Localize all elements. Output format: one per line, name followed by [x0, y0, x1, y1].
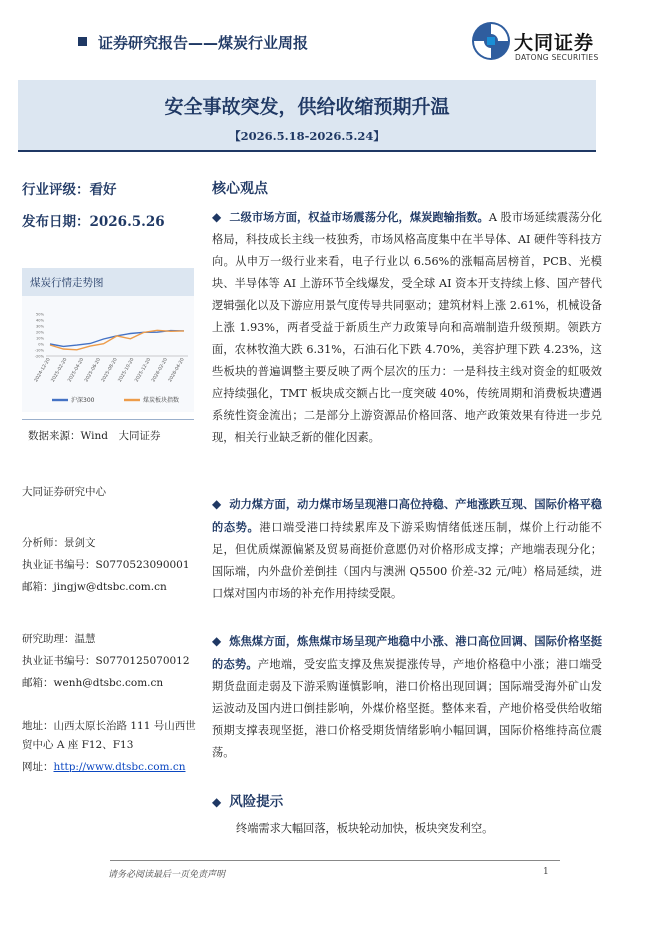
page-number: 1: [543, 867, 549, 877]
banner-divider: [18, 150, 596, 152]
x-tick-label: 2025-12-20: [134, 357, 153, 384]
y-tick-label: 10%: [36, 336, 44, 341]
legend-label: 煤炭板块指数: [143, 397, 180, 404]
x-tick-label: 2024-12-20: [34, 357, 52, 384]
paragraph-thermal-coal: [212, 493, 602, 605]
core-view-heading: 核心观点: [212, 181, 268, 197]
legend-label: 沪深300: [71, 397, 95, 404]
risk-heading: [212, 790, 283, 810]
paragraph-lead: 炼焦煤方面，炼焦煤市场呈现产地稳中小涨、港口高位回调、国际价格坚挺的态势。: [212, 634, 602, 671]
bullet-diamond-icon: ◆: [212, 497, 222, 511]
chart-source-divider: [22, 419, 194, 420]
trend-chart-area: [22, 296, 194, 412]
y-tick-label: 40%: [36, 318, 44, 323]
series-line-2: [50, 330, 184, 350]
publish-date: 发布日期：2026.5.26: [22, 214, 165, 230]
risk-heading-text: 风险提示: [229, 794, 284, 810]
logo-chinese-name: 大同证券: [514, 32, 595, 54]
report-date-range: 【2026.5.18-2026.5.24】: [229, 129, 385, 143]
x-tick-label: 2025-06-20: [84, 357, 102, 384]
y-tick-label: 20%: [36, 330, 44, 335]
paragraph-body: 产地端，受安监支撑及焦炭提涨传导，产地价格稳中小涨；港口端受期货盘面走弱及下游采购谨慎影响，港口价格出现回调；国际端受海外矿山发运波动及国内进口倒挂影响，外煤价格坚挺。整体来看，产地价格受供给收缩预期支撑表现坚挺，港口价格受期货情绪影响小幅回调，国际价格维持高位震荡。: [212, 658, 602, 759]
website-row: [22, 759, 186, 774]
y-tick-label: -10%: [34, 348, 44, 353]
logo-english-name: DATONG SECURITIES: [515, 53, 599, 62]
series-line-1: [50, 331, 184, 347]
risk-text: 终端需求大幅回落，板块轮动加快，板块突发利空。: [236, 822, 494, 835]
y-tick-label: 30%: [36, 324, 44, 329]
x-tick-label: 2026-04-20: [168, 357, 186, 384]
analyst-name: 分析师：景剑文: [22, 537, 96, 549]
website-label: 网址：: [22, 761, 54, 773]
bullet-diamond-icon: ◆: [212, 210, 222, 224]
report-title: 安全事故突发，供给收缩预期升温: [164, 96, 450, 118]
assistant-name: 研究助理：温慧: [22, 633, 96, 645]
trend-line-chart: [22, 296, 194, 412]
x-tick-label: 2026-02-20: [151, 357, 169, 384]
disclaimer-note: 请务必阅读最后一页免责声明: [108, 870, 226, 880]
company-logo: [470, 20, 620, 68]
paragraph-secondary-market: [212, 206, 602, 449]
report-header: [0, 0, 662, 80]
y-tick-label: 50%: [36, 312, 44, 317]
bullet-diamond-icon: ◆: [212, 795, 222, 809]
industry-rating: 行业评级：看好: [22, 182, 117, 198]
x-tick-label: 2025-08-20: [101, 357, 119, 384]
paragraph-body: 港口端受港口持续累库及下游采购情绪低迷压制，煤价上行动能不足，但优质煤源偏紧及贸易商挺价意愿仍对价格形成支撑；产地端表现分化；国际端，内外盘价差倒挂（国内与澳洲 Q5500 价差-32 元/吨）格局延续，进口煤对国内市场的补充作用持续受限。: [212, 521, 602, 600]
assistant-cert: 执业证书编号：S0770125070012: [22, 655, 190, 667]
paragraph-coking-coal: [212, 630, 602, 764]
title-banner: [18, 80, 596, 150]
paragraph-body: A 股市场延续震荡分化格局，科技成长主线一枝独秀，市场风格高度集中在半导体、AI 硬件等科技方向。从申万一级行业来看，电子行业以 6.56%的涨幅高居榜首，PCB、光模块、半导体等 AI 上游环节全线爆发，受全球 AI 资本开支持续上修、国产替代逻辑强化以及下游应用景气度传导共同驱动；建筑材料上涨 2.61%，机械设备上涨 1.93%，两者受益于新质生产力政策导向和高端制造升级预期。领跌方面，农林牧渔大跌 6.31%，石油石化下跌 4.70%，美容护理下跌 4.23%，这些板块的普遍调整主要反映了两个层次的压力：一是科技主线对资金的虹吸效应持续强化，TMT 板块成交额占比一度突破 40%，传统周期和消费板块遭遇系统性资金流出；二是部分上游资源品价格回落、地产政策效果有待进一步兑现，相关行业缺乏新的催化因素。: [212, 211, 602, 444]
assistant-email: 邮箱：wenh@dtsbc.com.cn: [22, 677, 164, 689]
trend-chart-title: 煤炭行情走势图: [30, 277, 104, 289]
header-square-mark: [78, 37, 87, 46]
research-center: 大同证券研究中心: [22, 486, 106, 498]
bullet-diamond-icon: ◆: [212, 634, 222, 648]
x-tick-label: 2025-02-20: [50, 357, 69, 384]
logo-emblem-icon: [470, 20, 512, 62]
analyst-cert: 执业证书编号：S0770523090001: [22, 559, 190, 571]
data-source: 数据来源：Wind 大同证券: [28, 430, 161, 442]
footer-divider: [110, 860, 560, 861]
y-tick-label: 0%: [38, 342, 44, 347]
paragraph-lead: 二级市场方面，权益市场震荡分化，煤炭跑输指数。: [229, 210, 489, 224]
trend-chart-title-bar: [22, 268, 194, 296]
report-type-title: 证券研究报告——煤炭行业周报: [98, 34, 309, 52]
y-tick-label: -20%: [34, 354, 44, 359]
paragraph-lead: 动力煤方面，动力煤市场呈现港口高位持稳、产地涨跌互现、国际价格平稳的态势。: [212, 497, 602, 534]
analyst-email: 邮箱：jingjw@dtsbc.com.cn: [22, 581, 167, 593]
company-address: 地址：山西太原长治路 111 号山西世贸中心 A 座 F12、F13: [22, 720, 196, 751]
x-tick-label: 2025-04-20: [67, 357, 86, 384]
trend-chart-box: [22, 268, 194, 451]
website-link[interactable]: http://www.dtsbc.com.cn: [53, 761, 186, 773]
x-tick-label: 2025-10-20: [117, 357, 136, 384]
